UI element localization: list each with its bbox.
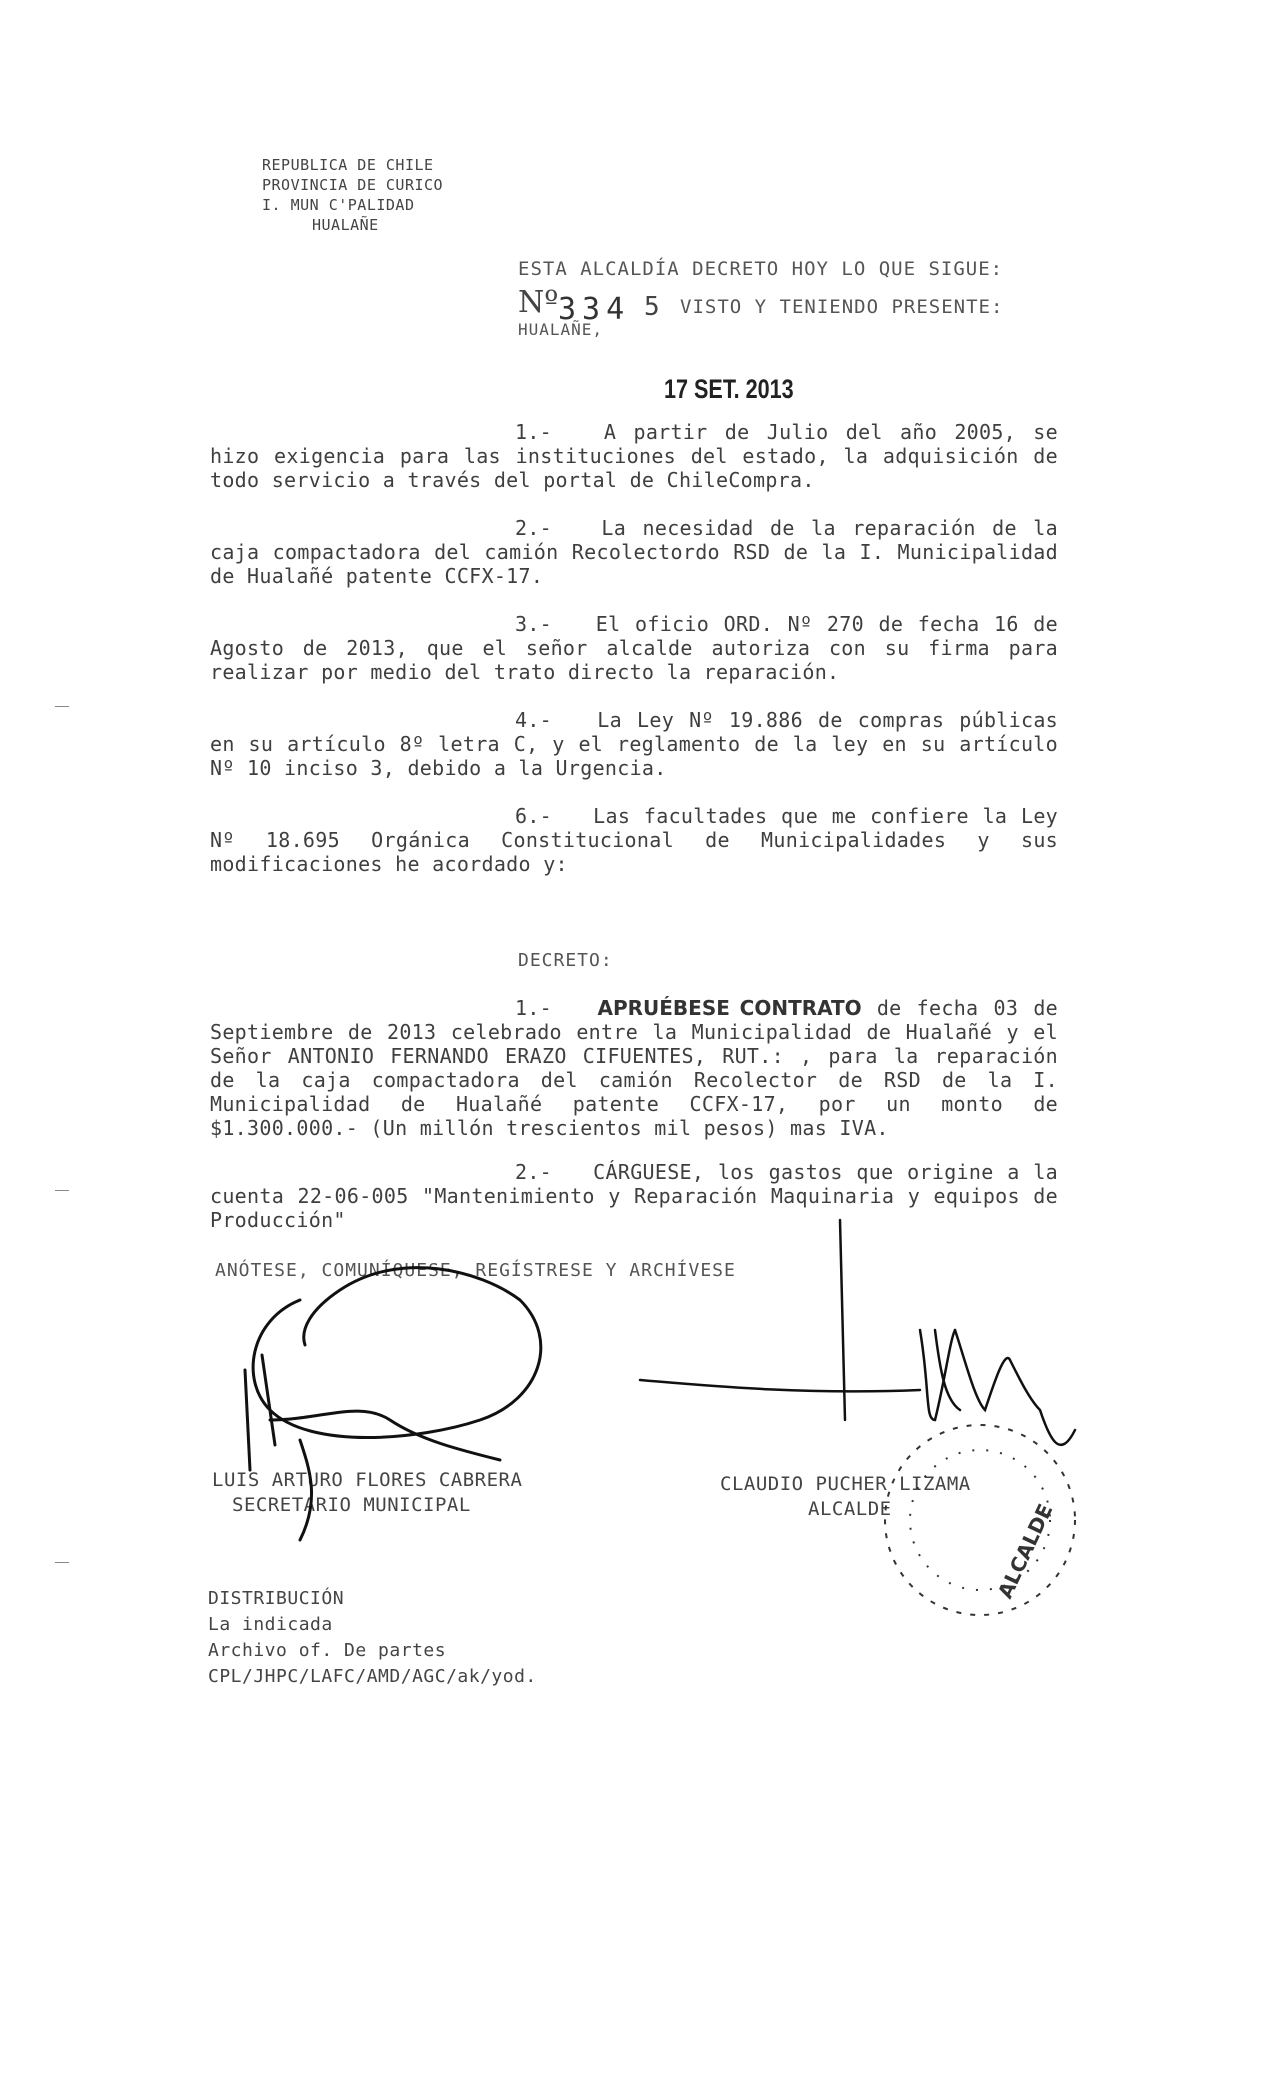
- decree-heading: ESTA ALCALDÍA DECRETO HOY LO QUE SIGUE:: [518, 258, 1004, 280]
- header-municipalidad: I. MUN C'PALIDAD: [262, 196, 415, 214]
- considerando-3: 3.- El oficio ORD. Nº 270 de fecha 16 de Agosto de 2013, que el señor alcalde autoriza con su firma para realizar por medio del trato directo la reparación.: [210, 612, 1058, 684]
- decreto-item-2: 2.- CÁRGUESE, los gastos que origine a la cuenta 22-06-005 "Mantenimiento y Reparación Maquinaria y equipos de Producción": [210, 1160, 1058, 1232]
- mayor-name: CLAUDIO PUCHER LIZAMA: [720, 1473, 971, 1495]
- decree-number: 334: [558, 292, 631, 327]
- mayor-title: ALCALDE: [808, 1498, 892, 1520]
- visto-heading: VISTO Y TENIENDO PRESENTE:: [680, 296, 1004, 318]
- distribution-heading: DISTRIBUCIÓN: [208, 1588, 345, 1609]
- mayor-signature: [640, 1220, 1075, 1445]
- considerando-6: 6.- Las facultades que me confiere la Ley Nº 18.695 Orgánica Constitucional de Municipalidades y sus modificaciones he acordado y:: [210, 804, 1058, 876]
- stamp-text: ALCALDE: [992, 1500, 1058, 1603]
- considerando-4: 4.- La Ley Nº 19.886 de compras públicas en su artículo 8º letra C, y el reglamento de la ley en su artículo Nº 10 inciso 3, debido a la Urgencia.: [210, 708, 1058, 780]
- considerando-1: 1.- A partir de Julio del año 2005, se hizo exigencia para las instituciones del estado, la adquisición de todo servicio a través del portal de ChileCompra.: [210, 420, 1058, 492]
- distribution-line: La indicada: [208, 1614, 333, 1635]
- date-stamp: 17 SET. 2013: [664, 374, 794, 404]
- secretary-name: LUIS ARTURO FLORES CABRERA: [212, 1469, 523, 1491]
- header-hualane: HUALAÑE: [312, 216, 379, 234]
- decree-number-suffix: 5: [644, 292, 660, 322]
- header-republica: REPUBLICA DE CHILE: [262, 156, 434, 174]
- distribution-line: Archivo of. De partes: [208, 1640, 447, 1661]
- secretary-title: SECRETARIO MUNICIPAL: [232, 1494, 471, 1516]
- decree-number-prefix: Nº: [518, 285, 559, 320]
- considerando-2: 2.- La necesidad de la reparación de la caja compactadora del camión Recolectordo RSD de la I. Municipalidad de Hualañé patente CCFX-17.: [210, 516, 1058, 588]
- place-label: HUALAÑE,: [518, 320, 604, 339]
- closing-line: ANÓTESE, COMUNÍQUESE, REGÍSTRESE Y ARCHÍVESE: [215, 1260, 736, 1281]
- distribution-line: CPL/JHPC/LAFC/AMD/AGC/ak/yod.: [208, 1666, 537, 1687]
- header-provincia: PROVINCIA DE CURICO: [262, 176, 444, 194]
- apruebese-contrato: APRUÉBESE CONTRATO: [597, 996, 862, 1020]
- secretary-signature: [245, 1268, 541, 1540]
- decreto-heading: DECRETO:: [518, 950, 613, 971]
- decreto-item-1: 1.- APRUÉBESE CONTRATO de fecha 03 de Septiembre de 2013 celebrado entre la Municipalidad de Hualañé y el Señor ANTONIO FERNANDO ERAZO CIFUENTES, RUT.: , para la reparación de la caja compactadora del camión Recolector de RSD de la I. Municipalidad de Hualañé patente CCFX-17, por un monto de $1.300.000.- (Un millón trescientos mil pesos) mas IVA.: [210, 996, 1059, 1140]
